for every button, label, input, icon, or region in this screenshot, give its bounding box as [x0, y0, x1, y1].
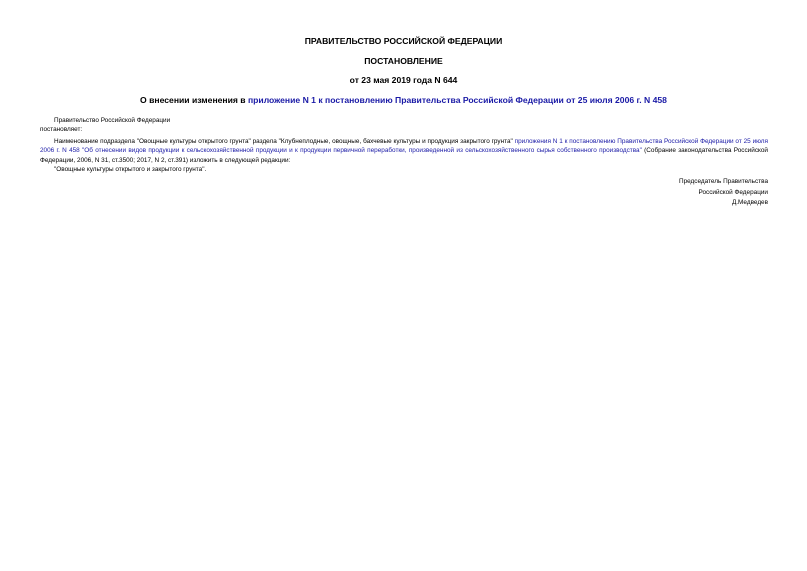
document-date-number: от 23 мая 2019 года N 644: [349, 75, 458, 85]
government-heading: ПРАВИТЕЛЬСТВО РОССИЙСКОЙ ФЕДЕРАЦИИ: [304, 36, 503, 46]
document-title-link[interactable]: приложение N 1 к постановлению Правительства Российской Федерации от 25 июля 2006 г. N 458: [247, 95, 667, 105]
main-paragraph: [40, 137, 768, 165]
signature-position-line-2: Российской Федерации: [698, 188, 768, 196]
issuing-authority: Правительство Российской Федерации: [54, 117, 171, 124]
decision-verb: постановляет:: [40, 126, 83, 133]
appendix-reference-link[interactable]: приложения N 1 к постановлению Правительства Российской Федерации от 25 июля 2006 г. N 458 "Об отнесении видов продукции к сельскохозяйственной продукции и к продукции первичной переработки, произведенной из сельскохозяйственного сырья собственного производства": [40, 138, 768, 155]
new-wording-quote: "Овощные культуры открытого и закрытого грунта".: [54, 166, 207, 173]
signature-position-line-1: Председатель Правительства: [679, 178, 768, 185]
signatory-name: Д.Медведев: [731, 199, 768, 206]
main-paragraph-text-1: Наименование подраздела "Овощные культуры открытого грунта" раздела "Клубнеплодные, овощные, бахчевые культуры и продукция закрытого грунта": [54, 138, 515, 145]
document-type-heading: ПОСТАНОВЛЕНИЕ: [364, 56, 443, 66]
document-title: [0, 95, 807, 106]
main-paragraph-text-2: (Собрание законодательства Российской Федерации, 2006, N 31, ст.3500; 2017, N 2, ст.391) изложить в следующей редакции:: [40, 147, 768, 164]
signature-block: [679, 177, 768, 209]
document-title-prefix: О внесении изменения в: [140, 95, 248, 105]
